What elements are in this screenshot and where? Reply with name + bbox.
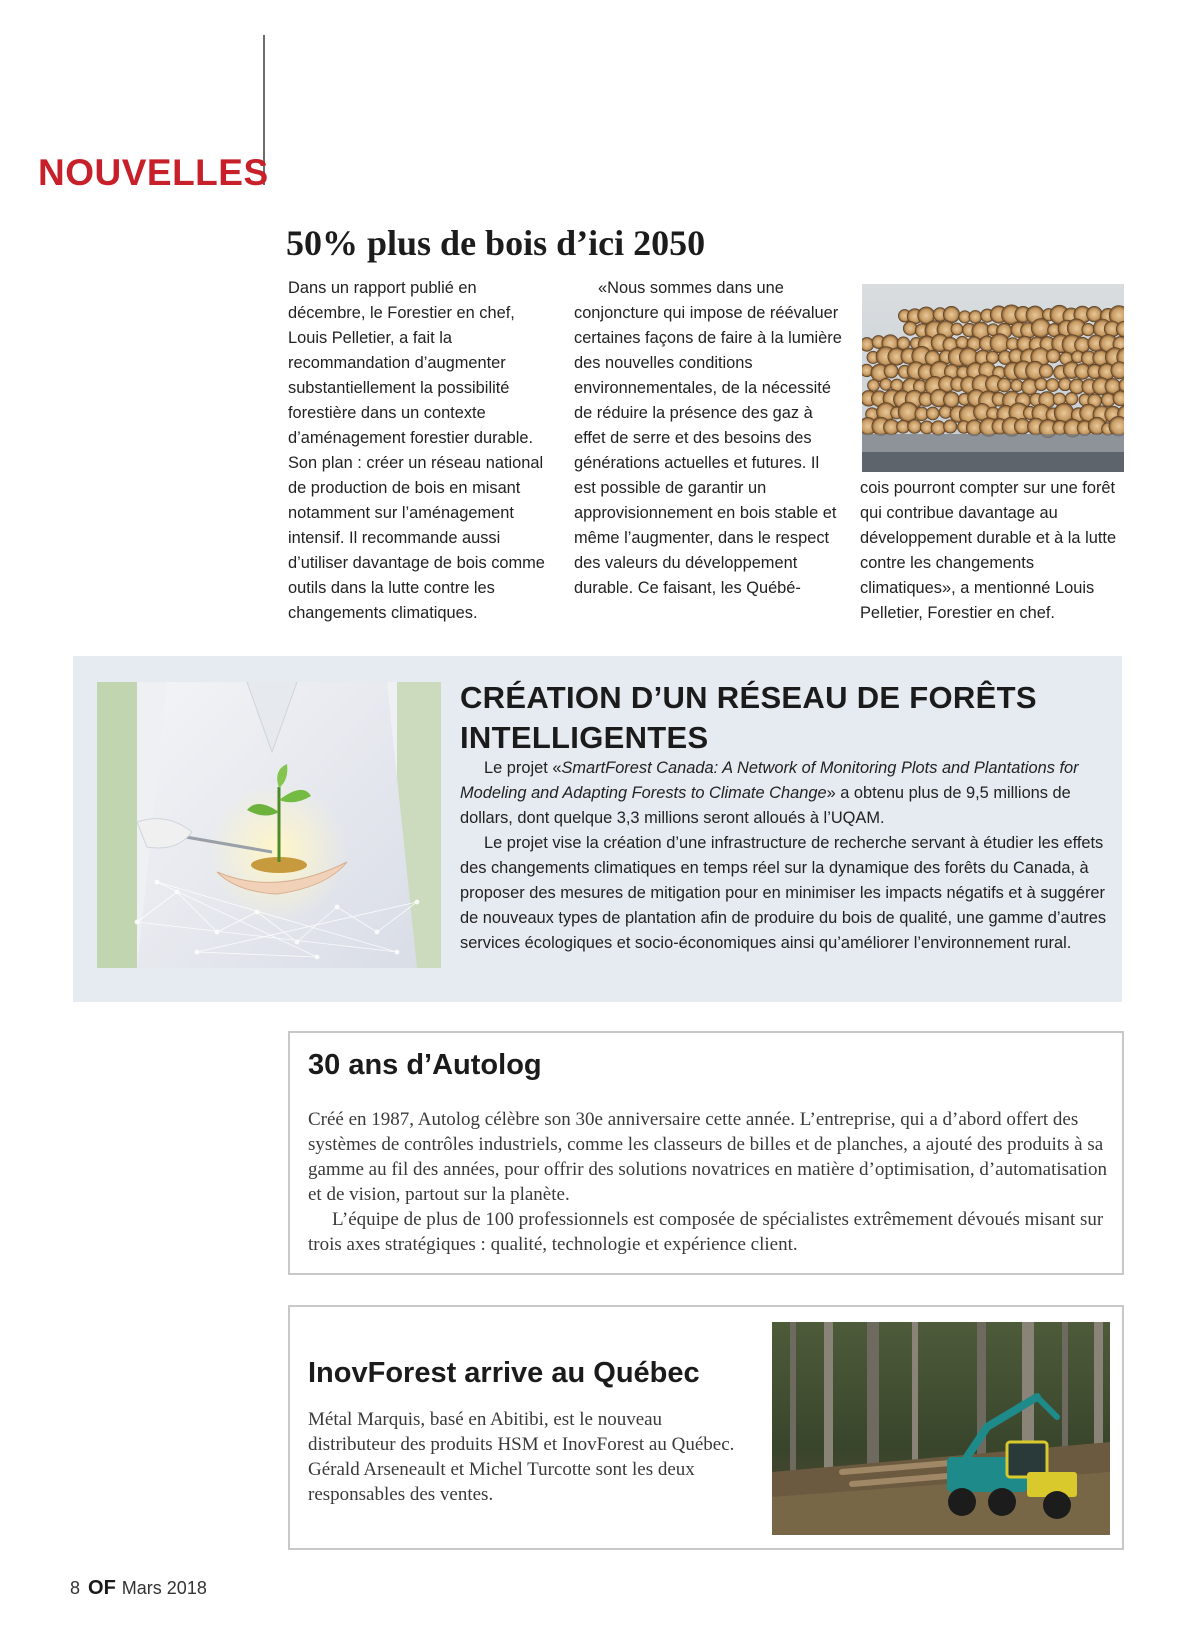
smartforest-paragraph-2: Le projet vise la création d’une infrastructure de recherche servant à étudier les effets des changements climatiques en temps réel sur la dynamique des forêts du Canada, à proposer des mesures de mitigation pour en minimiser les impacts négatifs et à suggérer de nouveaux types de plantation afin de produire du bois de qualité, une gamme d’autres services écologiques et socio-économiques ainsi qu’améliorer l’environnement rural. [460,834,1107,952]
article-wood-text-1: Dans un rapport publié en décembre, le Forestier en chef, Louis Pelletier, a fait la recommandation d’augmenter substantiellement la possibilité forestière dans un contexte d’aménagement forestier durable. Son plan : créer un réseau national de production de bois en misant notamment sur l’aménagement intensif. Il recommande aussi d’utiliser davantage de bois comme outils dans la lutte contre les changements climatiques. [288,279,545,622]
autolog-paragraph-1: Créé en 1987, Autolog célèbre son 30e anniversaire cette année. L’entreprise, qui a d’abord offert des systèmes de contrôles industriels, comme les classeurs de billes et de planches, a ajouté des produits à sa gamme au fil des années, pour offrir des solutions novatrices en matière d’optimisation, d’automatisation et de vision, partout sur la planète. [308,1109,1108,1205]
forestry-machine-photo [772,1322,1110,1535]
autolog-body [308,1107,1108,1257]
smartforest-title: CRÉATION D’UN RÉSEAU DE FORÊTS INTELLIGENTES [460,680,1037,755]
inovforest-body: Métal Marquis, basé en Abitibi, est le nouveau distributeur des produits HSM et InovForest au Québec. Gérald Arseneault et Michel Turcotte sont les deux responsables des ventes. [308,1409,735,1505]
article-wood-column-3 [860,476,1130,626]
page-footer [70,1577,207,1600]
article-wood-column-2 [574,276,844,601]
smartforest-body [460,756,1110,956]
magazine-logo: OF [88,1577,116,1599]
section-label: NOUVELLES [38,152,269,193]
smartforest-funding: » a obtenu plus de 9,5 millions de dollars, dont quelque 3,3 millions seront alloués à l’UQAM. [460,784,1071,827]
page-number: 8 [70,1578,81,1598]
seedling-lab-photo [97,682,441,968]
inovforest-box [288,1305,1124,1550]
inovforest-title: InovForest arrive au Québec [308,1357,700,1389]
autolog-paragraph-2: L’équipe de plus de 100 professionnels est composée de spécialistes extrêmement dévoués misant sur trois axes stratégiques : qualité, technologie et expérience client. [308,1209,1104,1255]
article-wood-text-3: cois pourront compter sur une forêt qui contribue davantage au développement durable et à la lutte contre les changements climatiques», a mentionné Louis Pelletier, Forestier en chef. [860,479,1117,622]
autolog-title: 30 ans d’Autolog [308,1049,542,1081]
autolog-box [288,1031,1124,1275]
smartforest-intro: Le projet « [484,759,562,777]
article-wood-text-2: «Nous sommes dans une conjoncture qui impose de réévaluer certaines façons de faire à la lumière des nouvelles conditions environnementales, de la nécessité de réduire la présence des gaz à effet de serre et des besoins des générations actuelles et futures. Il est possible de garantir un approvisionnement en bois stable et même l’augmenter, dans le respect des valeurs du développement durable. Ce faisant, les Québé- [574,279,842,597]
log-pile-photo [862,284,1124,472]
smartforest-paragraph-1 [460,756,1110,831]
issue-date: Mars 2018 [121,1578,207,1598]
article-wood-column-1 [288,276,558,626]
smartforest-project-name: SmartForest Canada: A Network of Monitoring Plots and Plantations for Modeling and Adapting Forests to Climate Change [460,759,1079,802]
article-wood-title: 50% plus de bois d’ici 2050 [286,223,706,263]
